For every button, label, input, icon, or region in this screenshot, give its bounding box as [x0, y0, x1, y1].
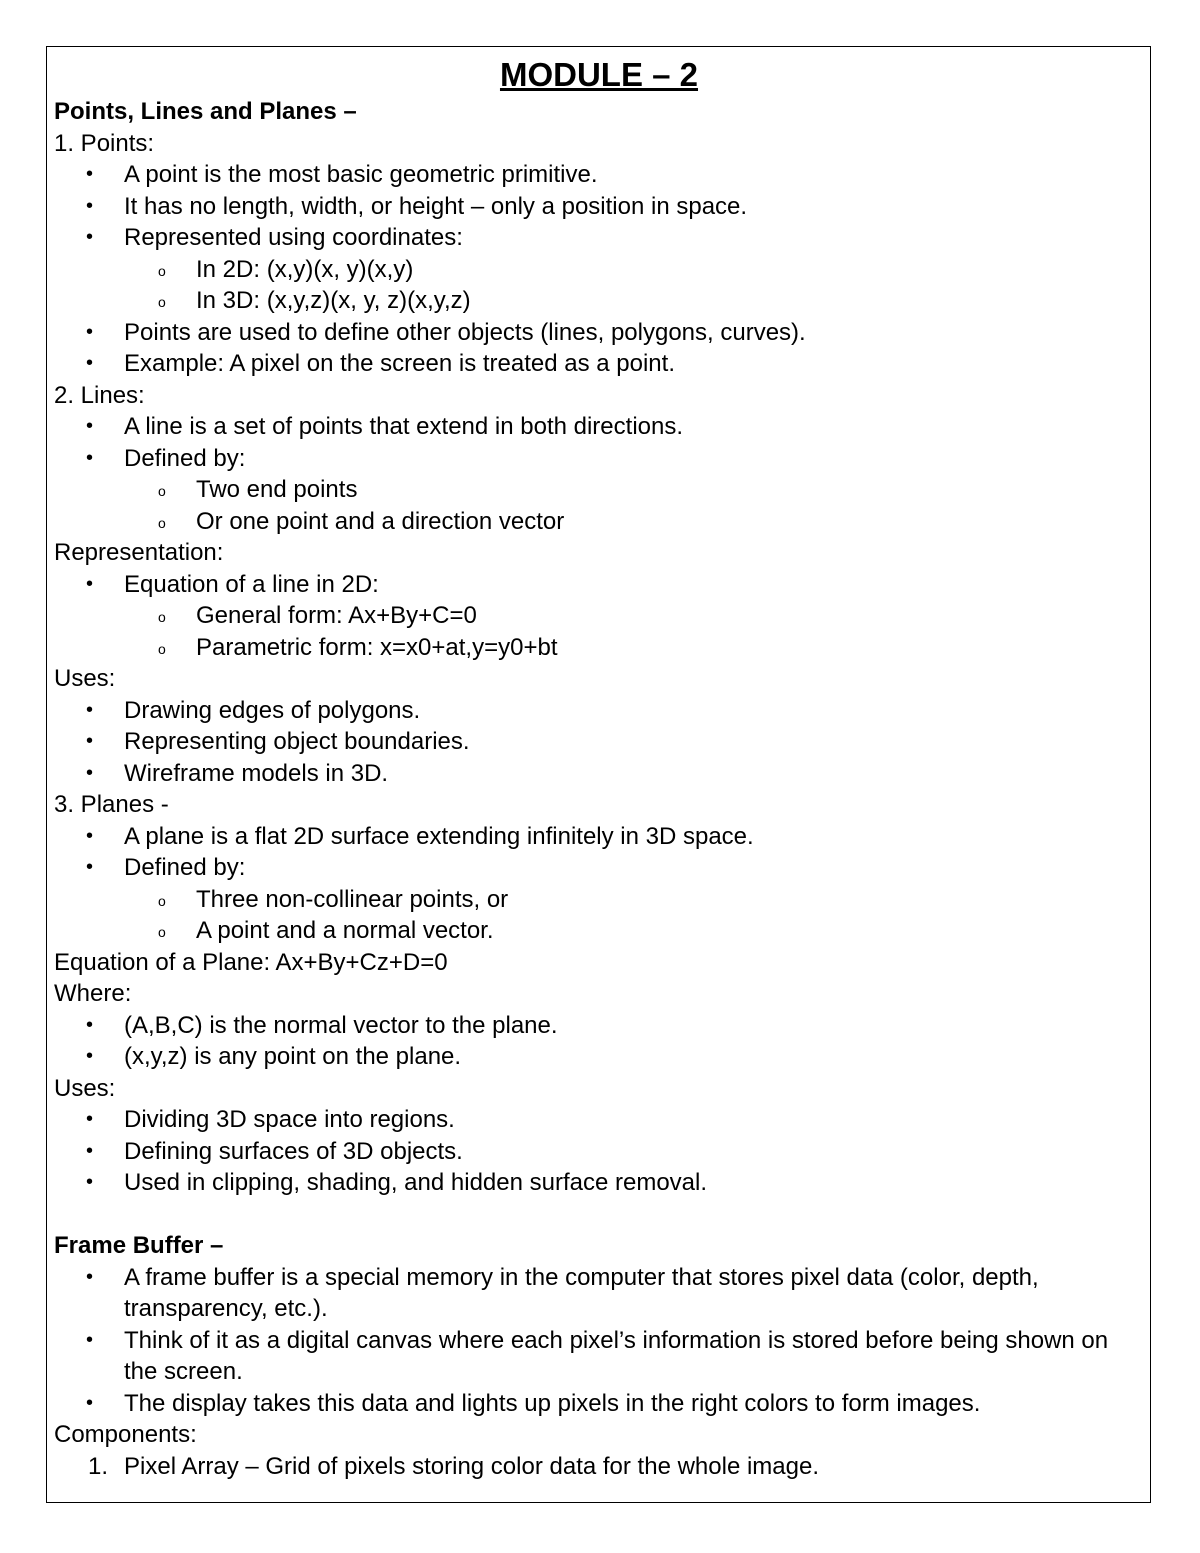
- list-item: • Represented using coordinates:: [54, 222, 1144, 254]
- sub-list-item: o In 3D: (x,y,z)(x, y, z)(x,y,z): [54, 285, 1144, 317]
- list-item: • A line is a set of points that extend in both directions.: [54, 411, 1144, 443]
- list-item: • Drawing edges of polygons.: [54, 695, 1144, 727]
- list-item: • It has no length, width, or height – only a position in space.: [54, 191, 1144, 223]
- sub-list-item: o Three non-collinear points, or: [54, 884, 1144, 916]
- sub-list-item: o In 2D: (x,y)(x, y)(x,y): [54, 254, 1144, 286]
- sub-list-item: o Two end points: [54, 474, 1144, 506]
- spacer: [54, 1199, 1144, 1231]
- list-item: • Wireframe models in 3D.: [54, 758, 1144, 790]
- list-item: • Used in clipping, shading, and hidden surface removal.: [54, 1167, 1144, 1199]
- list-item: • Dividing 3D space into regions.: [54, 1104, 1144, 1136]
- list-item: • A plane is a flat 2D surface extending infinitely in 3D space.: [54, 821, 1144, 853]
- list-item: • Points are used to define other objects (lines, polygons, curves).: [54, 317, 1144, 349]
- points-heading: 1. Points:: [54, 129, 155, 157]
- module-title: MODULE – 2: [499, 56, 699, 93]
- sub-list-item: o Parametric form: x=x0+at,y=y0+bt: [54, 632, 1144, 664]
- document-content: [54, 54, 1144, 1482]
- item-number: 1.: [88, 1452, 109, 1480]
- list-item: • (x,y,z) is any point on the plane.: [54, 1041, 1144, 1073]
- representation-label: Representation:: [54, 539, 224, 566]
- list-item: • Equation of a line in 2D:: [54, 569, 1144, 601]
- planes-heading: 3. Planes -: [54, 791, 169, 818]
- uses-label: Uses:: [54, 665, 116, 692]
- lines-heading: 2. Lines:: [54, 381, 145, 409]
- where-label: Where:: [54, 980, 132, 1007]
- list-item: • Defined by:: [54, 852, 1144, 884]
- list-item: • Example: A pixel on the screen is treated as a point.: [54, 348, 1144, 380]
- section-heading-points-lines-planes: Points, Lines and Planes –: [54, 98, 357, 125]
- sub-list-item: o A point and a normal vector.: [54, 915, 1144, 947]
- list-item: • The display takes this data and lights up pixels in the right colors to form images.: [54, 1388, 1144, 1420]
- list-item: • (A,B,C) is the normal vector to the plane.: [54, 1010, 1144, 1042]
- plane-equation: Equation of a Plane: Ax+By+Cz+D=0: [54, 948, 448, 976]
- list-item: • Defining surfaces of 3D objects.: [54, 1136, 1144, 1168]
- item-text: Pixel Array – Grid of pixels storing color data for the whole image.: [124, 1452, 819, 1480]
- uses-label: Uses:: [54, 1074, 116, 1102]
- list-item: • A frame buffer is a special memory in the computer that stores pixel data (color, depth, transparency, etc.).: [54, 1262, 1144, 1325]
- list-item: • Think of it as a digital canvas where each pixel’s information is stored before being shown on the screen.: [54, 1325, 1144, 1388]
- numbered-item: [54, 1451, 1144, 1483]
- list-item: • Defined by:: [54, 443, 1144, 475]
- components-label: Components:: [54, 1421, 197, 1448]
- sub-list-item: o Or one point and a direction vector: [54, 506, 1144, 538]
- sub-list-item: o General form: Ax+By+C=0: [54, 600, 1144, 632]
- list-item: • A point is the most basic geometric primitive.: [54, 159, 1144, 191]
- list-item: • Representing object boundaries.: [54, 726, 1144, 758]
- section-heading-frame-buffer: Frame Buffer –: [54, 1232, 224, 1259]
